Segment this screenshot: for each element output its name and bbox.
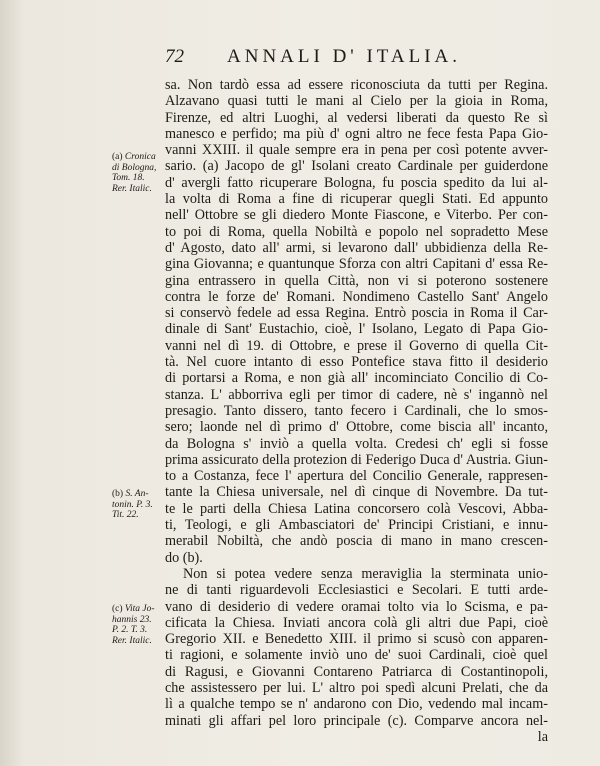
margin-note-c: [112, 604, 172, 646]
text-line: minati gli affari pel loro principale (c). Comparve ancora nel-: [165, 712, 548, 729]
text-line: sa. Non tardò essa ad essere riconosciuta da tutti per Regina.: [165, 77, 548, 93]
margin-note-label: (a): [112, 152, 125, 162]
text-line: lì a qualche tempo se n' andarono con Dio, vedendo mal incam-: [165, 696, 548, 713]
text-line: la: [537, 728, 548, 745]
page-number: 72: [165, 46, 184, 67]
margin-note-line: [112, 615, 172, 626]
margin-note-b: [112, 489, 172, 521]
margin-note-text: P. 2. T. 3.: [112, 625, 148, 636]
text-line: la volta di Roma a fine di ricuperar quegli Stati. Ed appunto: [165, 191, 548, 208]
text-line: presagio. Tanto dissero, tanto fecero i Cardinali, che lo smos-: [165, 402, 548, 419]
text-line: Firenze, ed altri Luoghi, al vedersi liberati da questo Re sì: [165, 109, 548, 126]
text-line: prima assicurato della protezion di Federigo Duca d' Austria. Giun-: [165, 451, 548, 468]
margin-note-line: [112, 604, 172, 615]
margin-note-text: Vita Jo-: [124, 604, 155, 614]
text-line: vano di desiderio di vedere oramai tolto via lo Scisma, e pa-: [165, 598, 548, 615]
body-text: [165, 77, 548, 745]
margin-note-text: tonin. P. 3.: [112, 499, 153, 510]
margin-note-text: Tit. 22.: [112, 510, 139, 521]
margin-note-line: [112, 489, 172, 500]
margin-note-line: [112, 184, 172, 195]
margin-note-line: [112, 510, 172, 521]
text-line: da Bologna s' inviò a quella volta. Credesi ch' egli si fosse: [165, 435, 548, 452]
text-line: to a Costanza, fece l' apertura del Concilio Generale, rappresen-: [165, 468, 548, 485]
margin-note-line: [112, 152, 172, 163]
text-line: vanni XXIII. il quale sempre era in pena per così potente avver-: [165, 142, 548, 159]
margin-note-text: Rer. Italic.: [112, 635, 152, 646]
page-header: [145, 44, 550, 70]
text-line: merabil Nobiltà, che andò poscia di mano in mano crescen-: [165, 533, 548, 550]
text-line: Alzavano quasi tutti le mani al Cielo per la gioia in Roma,: [165, 93, 548, 110]
text-line: to poi di Roma, quella Nobiltà e popolo nel sopradetto Mese: [165, 223, 548, 240]
margin-note-label: (b): [112, 489, 126, 499]
text-line: si conservò fedele ad essa Regina. Entrò poscia in Roma il Car-: [165, 305, 548, 322]
margin-note-line: [112, 636, 172, 647]
text-line: di Ragusi, e Giovanni Contareno Patriarca di Costantinopoli,: [165, 663, 548, 680]
text-line: manesco e perfido; ma più d' ogni altro ne fece festa Papa Gio-: [165, 125, 548, 142]
text-line: Gregorio XII. e Benedetto XIII. il primo si scusò con apparen-: [165, 631, 548, 648]
text-line: d' avergli fatto ricuperare Bologna, fu poscia spedito da lui al-: [165, 174, 548, 191]
text-line: dinale di Sant' Eustachio, cioè, l' Isolano, Legato di Papa Gio-: [165, 321, 548, 338]
text-line: gina Giovanna; e quantunque Sforza con altri Capitani d' essa Re-: [165, 256, 548, 273]
margin-note-a: [112, 152, 172, 194]
margin-note-text: Tom. 18.: [112, 173, 145, 184]
text-line: contra le forze de' Romani. Nondimeno Castello Sant' Angelo: [165, 288, 548, 305]
text-line: ne di tanti riguardevoli Ecclesiastici e Secolari. E tutti arde-: [165, 582, 548, 599]
text-line: ti ragioni, e solamente inviò uno de' suoi Cardinali, cioè quel: [165, 647, 548, 664]
text-line: gina entrassero in quella Città, non vi si poterono sostenere: [165, 272, 548, 289]
margin-note-line: [112, 163, 172, 174]
text-line: che assistessero per lui. L' altro poi spedì alcuni Prelati, che da: [165, 679, 548, 696]
text-line: d' Agosto, dato all' armi, si levarono dall' ubbidienza della Re-: [165, 239, 548, 256]
text-line: cificata la Chiesa. Inviati ancora colà gli altri due Papi, cioè: [165, 614, 548, 631]
text-line: Non si potea vedere senza meraviglia la sterminata unio-: [183, 565, 548, 582]
text-line: nell' Ottobre se gli diedero Monte Fiascone, e Viterbo. Per con-: [165, 207, 548, 224]
text-line: do (b).: [165, 549, 203, 566]
margin-note-line: [112, 500, 172, 511]
margin-note-text: Rer. Italic.: [112, 183, 152, 194]
text-line: ti, Teologi, e gli Ambasciatori de' Principi Cristiani, e innu-: [165, 517, 548, 534]
margin-note-text: Cronica: [124, 152, 156, 162]
text-line: tà. Nel cuore intanto di esso Pontefice stava fitto il desiderio: [165, 354, 548, 371]
margin-note-line: [112, 173, 172, 184]
text-line: te le parti della Chiesa Latina concorsero colà Vescovi, Abba-: [165, 500, 548, 517]
text-line: stanza. L' abborriva egli per timor di cadere, nè s' ingannò nel: [165, 386, 548, 403]
text-line: tante la Chiesa universale, nel dì cinque di Novembre. Da tut-: [165, 484, 548, 501]
margin-note-line: [112, 625, 172, 636]
margin-note-label: (c): [112, 604, 125, 614]
text-line: sero; laonde nel dì primo d' Ottobre, come biscia all' incanto,: [165, 419, 548, 436]
margin-note-text: hannis 23.: [112, 614, 152, 625]
text-line: sario. (a) Jacopo de gl' Isolani creato Cardinale per guiderdone: [165, 158, 548, 175]
text-line: vanni nel dì 19. di Ottobre, e prese il Governo di quella Cit-: [165, 337, 548, 354]
text-line: di portarsi a Roma, e non già all' incominciato Concilio di Co-: [165, 370, 548, 387]
running-title: ANNALI D' ITALIA.: [227, 46, 461, 67]
margin-note-text: S. An-: [125, 489, 149, 499]
margin-note-text: di Bologna,: [112, 162, 157, 173]
